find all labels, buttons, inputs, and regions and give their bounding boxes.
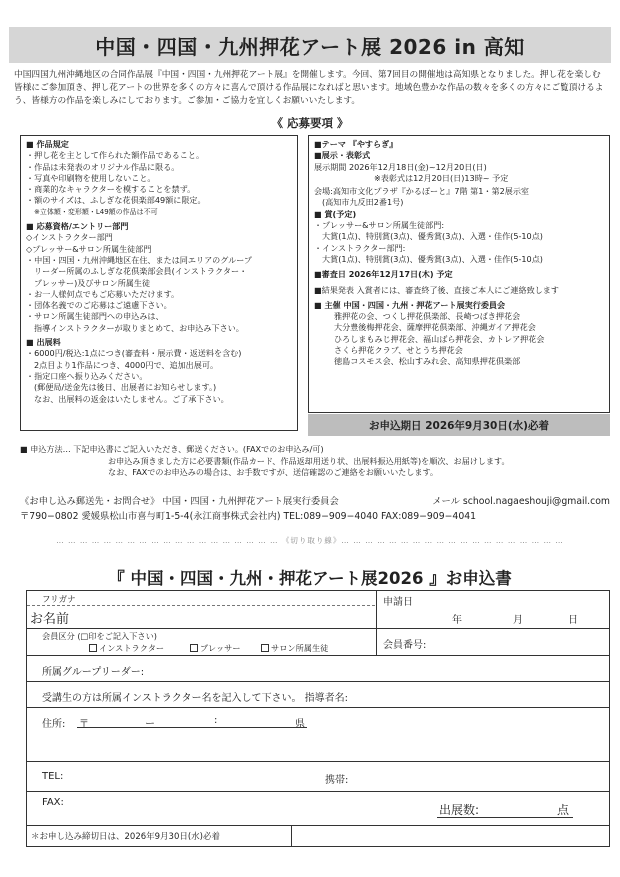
result-announcement: ■結果発表 入賞者には、審査終了後、直接ご本人にご連絡致します [314,284,559,295]
member-type-label: 会員区分 (□印をご記入下さい) [42,631,157,641]
option-presser[interactable] [190,643,241,654]
eligibility-item: リーダー所属のふしぎな花倶楽部会員(インストラクター・ [34,266,248,277]
mobile-input[interactable] [362,767,597,787]
separator: : [214,715,218,726]
rule-note: ※立体額・変形額・L49額の作品は不可 [34,207,158,216]
section-heading: 《 応募要項 》 [271,116,349,130]
exhibit-count-input[interactable] [487,797,555,817]
eligibility-item: ・サロン所属生徒部門への申込みは、 [26,311,164,322]
application-method [20,444,610,479]
title-banner [9,27,611,63]
option-salon[interactable] [261,643,328,654]
option-label: サロン所属生徒 [271,643,329,653]
group-leader-input[interactable] [167,660,597,679]
page-title: 中国・四国・九州押花アート展 2026 in 高知 [95,34,525,59]
organizer-heading: ■ 主催 中国・四国・九州・押花アート展実行委員会 [314,299,506,310]
mobile-label: 携帯: [325,775,349,786]
venue-address: (高知市九反田2番1号) [322,197,404,208]
prefecture-label: 県 [295,719,305,730]
checkbox-icon[interactable] [261,644,269,652]
member-number-label: 会員番号: [383,640,427,651]
postal-mark: 〒 [79,719,89,730]
rules-heading: ■ 作品規定 [26,139,69,149]
name-label: お名前 [30,612,70,627]
organizer-item: 雅押花の会、つくし押花倶楽部、長崎つばき押花会 [334,311,521,322]
furigana-label: フリガナ [42,595,76,605]
fax-label: FAX: [42,797,64,808]
prize-detail: 大賞(1点)、特別賞(3点)、優秀賞(3点)、入選・佳作(5-10点) [322,253,543,264]
option-instructor[interactable] [89,643,164,654]
eligibility-item: ・中国・四国・九州沖縄地区在住、または同エリアのグループ [26,254,252,265]
name-input[interactable] [77,607,367,627]
apply-date-label: 申請日 [383,597,413,608]
organizer-item: ひろしまもみじ押花会、福山ばら押花会、カトレア押花会 [334,333,545,344]
option-label: インストラクター [99,643,165,653]
fee-item: (郵便局/送金先は後日、出展者にお知らせします。) [34,382,217,393]
instructor-name-label: 受講生の方は所属インストラクター名を記入して下さい。 指導者名: [42,693,349,704]
group-leader-label: 所属グループリーダー: [42,667,145,678]
address-input[interactable] [312,712,597,757]
eligibility-heading: ■ 応募資格/エントリー部門 [26,221,129,232]
rule-item: ・押し花を主として作られた額作品であること。 [26,150,205,161]
contact-email[interactable]: メール school.nagaeshouji@gmail.com [432,496,610,507]
eligibility-item: ◇プレッサー&サロン所属生徒部門 [26,243,152,254]
contact-address: 〒790−0802 愛媛県松山市喜与町1-5-4(永江商事株式会社内) TEL:089−909−4040 FAX:089−909−4041 [20,511,477,522]
checkbox-icon[interactable] [190,644,198,652]
fee-item: ・指定口座へ振り込みください。 [26,370,148,381]
address-label: 住所: [42,719,66,730]
fee-heading: ■ 出展料 [26,337,61,348]
fee-item: なお、出展料の返金はいたしません。ご了承下さい。 [34,393,229,404]
member-number-input[interactable] [447,633,605,652]
checkbox-icon[interactable] [89,644,97,652]
fee-item: 2点目より1作品につき、4000円で、追加出展可。 [34,359,219,370]
count-unit: 点 [557,803,570,817]
theme: ■テーマ 『やすらぎ』 [314,139,398,149]
contact-info [20,494,610,524]
exhibit-heading: ■展示・表彰式 [314,150,371,161]
prize-category: ・インストラクター部門: [314,242,406,253]
fax-input[interactable] [77,795,317,815]
method-line: ■ 申込方法… 下記申込書にご記入いただき、郵送ください。(FAXでのお申込み/可) [20,444,324,454]
rule-item: ・商業的なキャラクターを模することを禁ず。 [26,184,196,195]
eligibility-item: プレッサー)及びサロン所属生徒 [34,277,151,288]
form-title: 『 中国・四国・九州・押花アート展2026 』お申込書 [108,569,512,588]
organizer-item: 大分豊後梅押花会、薩摩押花倶楽部、沖縄ガイア押花会 [334,322,536,333]
postal-dash: ー [145,719,155,730]
prize-detail: 大賞(1点)、特別賞(3点)、優秀賞(3点)、入選・佳作(5-10点) [322,231,543,242]
eligibility-item: 指導インストラクターが取りまとめて、お申込み下さい。 [34,322,244,333]
rule-item: ・作品は未発表のオリジナル作品に限る。 [26,161,180,172]
judging-date: ■審査日 2026年12月17日(木) 予定 [314,269,453,280]
prize-heading: ■ 賞(予定) [314,208,357,219]
organizer-item: 徳島コスモス会、松山すみれ会、高知県押花倶楽部 [334,356,521,367]
event-info-box [308,135,610,413]
method-line: お申込み頂きました方に必要書類(作品カード、作品返却用送り状、出展料振込用紙等)を順次、お届けします。 [108,455,510,466]
day-label: 日 [568,615,578,626]
tel-label: TEL: [42,771,64,782]
form-footer-note: ＊お申し込み締切日は、2026年9月30日(水)必着 [31,832,220,842]
requirements-box [20,135,298,431]
prize-category: ・プレッサー&サロン所属生徒部門: [314,220,445,231]
exhibit-count-label: 出展数: [439,803,480,817]
option-label: プレッサー [200,643,241,653]
deadline-banner: お申込期日 2026年9月30日(水)必着 [308,414,610,436]
instructor-name-input[interactable] [387,686,597,705]
eligibility-item: ◇インストラクター部門 [26,232,113,243]
eligibility-item: ・団体名義でのご応募はご遠慮下さい。 [26,300,172,311]
method-line: なお、FAXでのお申込みの場合は、お手数ですが、送信確認のご連絡をお願いいたします。 [108,467,439,478]
fee-item: ・6000円/税込:1点につき(審査料・展示費・返送料を含む) [26,348,242,359]
month-label: 月 [513,615,523,626]
tel-input[interactable] [77,767,317,787]
venue: 会場:高知市文化プラザ『かるぽーと』7階 第1・第2展示室 [314,186,530,197]
contact-heading: 《お申し込み郵送先・お問合せ》 中国・四国・九州押花アート展実行委員会 [20,496,339,507]
intro-text: 中国四国九州沖縄地区の合同作品展『中国・四国・九州押花アート展』を開催します。今回、第7回目の開催地は高知県となりました。押し花を楽しむ皆様にご参加頂き、押し花アートの世界を多くの方々に喜んで頂ける作品展になればと思います。地域色豊かな作品の数々を多くの方々にご覧頂けるよう、皆様方の作品を楽しみにしております。ご参加・ご協力を宜しくお願いいたします。 [14,70,604,106]
application-form [26,590,610,847]
rule-item: ・写真や印刷物を使用しないこと。 [26,172,156,183]
eligibility-item: ・お一人様何点でもご応募いただけます。 [26,288,180,299]
cut-line: … … … … … … … … … … … … … … … … … … … 《切り取り線》… … … … … … … … … … … … … … … … … … … [56,536,564,545]
ceremony-time: ※表彰式は12月20日(日)13時~ 予定 [374,172,509,183]
rule-item: ・額のサイズは、ふしぎな花倶楽部49額に限定。 [26,195,206,206]
year-label: 年 [452,615,462,626]
exhibit-period: 展示期間 2026年12月18日(金)~12月20日(日) [314,161,487,172]
organizer-item: さくら押花クラブ、せとうち押花会 [334,345,463,356]
